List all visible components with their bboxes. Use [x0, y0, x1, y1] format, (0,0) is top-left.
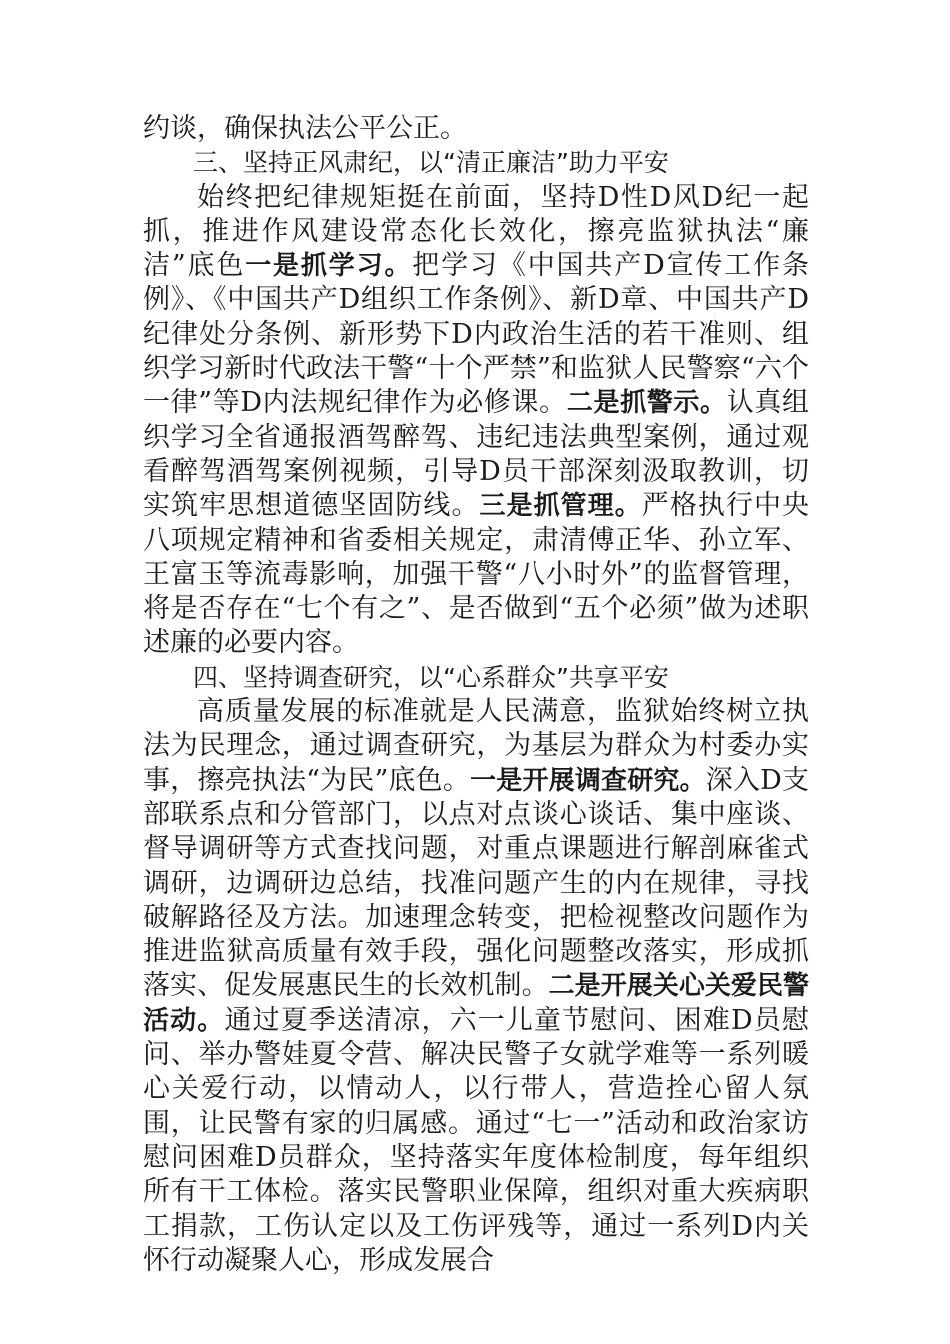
text-run: 认真组织学习全省通报酒驾醉驾、违纪违法典型案例，通过观看醉驾酒驾案例视频，引导D员干部深刻汲取教训，切实筑牢思想道德坚固防线。: [143, 387, 809, 522]
paragraph-section-3: [143, 181, 809, 661]
text-run: 高质量发展的标准就是人民满意，监狱始终树立执法为民理念，通过调查研究，为基层为群众为村委办实事，擦亮执法“为民”底色。: [143, 696, 809, 796]
text-run: 严格执行中央八项规定精神和省委相关规定，肃清傅正华、孙立军、王富玉等流毒影响，加强干警“八小时外”的监督管理，将是否存在“七个有之”、是否做到“五个必须”做为述职述廉的必要内容。: [143, 490, 809, 659]
section-heading-4: 四、坚持调查研究，以“心系群众”共享平安: [193, 662, 669, 692]
paragraph-section-4: [143, 695, 809, 1278]
text-run: 深入D支部联系点和分管部门，以点对点谈心谈话、集中座谈、督导调研等方式查找问题，对重点课题进行解剖麻雀式调研，边调研边总结，找准问题产生的内在规律，寻找破解路径及方法。加速理念转变，把检视整改问题作为推进监狱高质量有效手段，强化问题整改落实，形成抓落实、促发展惠民生的长效机制。: [143, 764, 809, 1002]
bold-point-1: 一是开展调查研究。: [470, 765, 706, 796]
bold-point-2: 二是开展关心关爱民警活动。: [143, 971, 809, 1036]
section-heading-3: 三、坚持正风肃纪，以“清正廉洁”助力平安: [193, 148, 669, 178]
bold-point-1: 一是抓学习。: [245, 251, 413, 282]
bold-point-2: 二是抓警示。: [566, 388, 727, 419]
text-run: 把学习《中国共产D宣传工作条例》、《中国共产D组织工作条例》、新D章、中国共产D纪律处分条例、新形势下D内政治生活的若干准则、组织学习新时代政法干警“十个严禁”和监狱人民警察“六个一律”等D内法规纪律作为必修课。: [143, 250, 809, 419]
paragraph-lead: 约谈，确保执法公平公正。: [143, 113, 467, 144]
bold-point-3: 三是抓管理。: [479, 491, 642, 522]
document-page: [143, 112, 809, 1278]
text-run: 始终把纪律规矩挺在前面，坚持D性D风D纪一起抓，推进作风建设常态化长效化，擦亮监狱执法“廉洁”底色: [143, 181, 809, 282]
text-run: 通过夏季送清凉，六一儿童节慰问、困难D员慰问、举办警娃夏令营、解决民警子女就学难等一系列暖心关爱行动，以情动人，以行带人，营造拴心留人氛围，让民警有家的归属感。通过“七一”活动和政治家访慰问困难D员群众，坚持落实年度体检制度，每年组织所有干工体检。落实民警职业保障，组织对重大疾病职工捐款，工伤认定以及工伤评残等，通过一系列D内关怀行动凝聚人心，形成发展合: [143, 1004, 809, 1276]
